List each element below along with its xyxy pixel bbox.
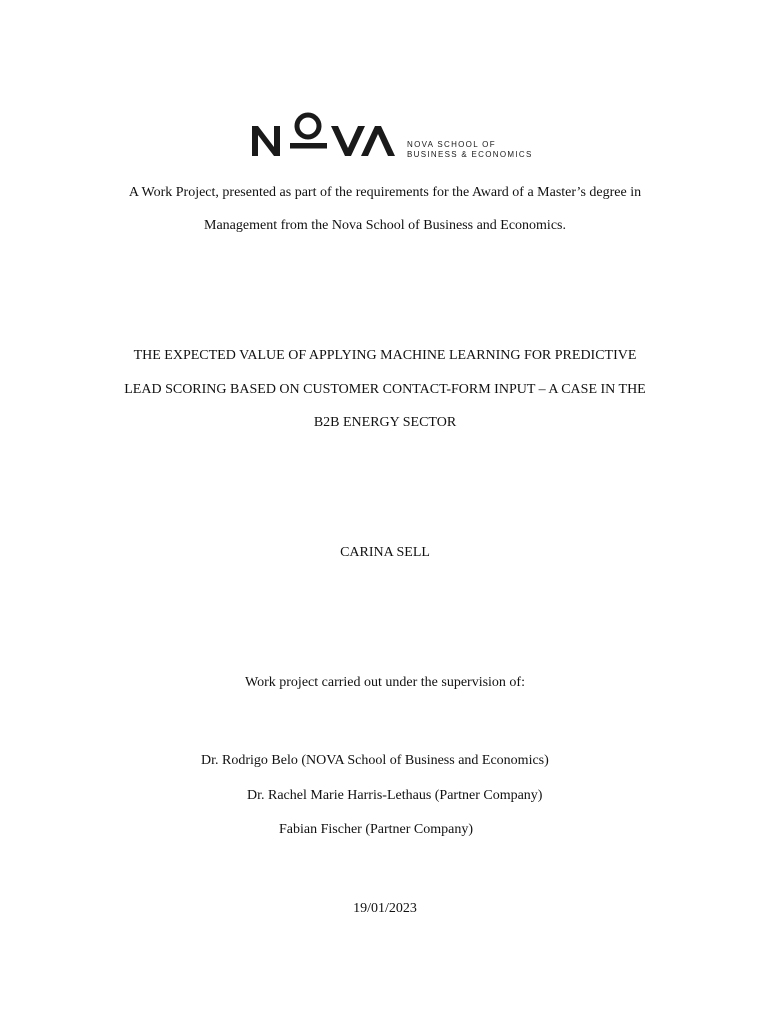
intro-line-1: A Work Project, presented as part of the requirements for the Award of a Master’s degree in	[128, 185, 642, 200]
nova-logo-mark-icon	[251, 112, 401, 160]
intro-line-2: Management from the Nova School of Business and Economics.	[204, 218, 566, 233]
logo-text-line1: NOVA SCHOOL OF	[407, 140, 496, 149]
supervisor-3: Fabian Fischer (Partner Company)	[279, 822, 474, 837]
title-line-2: LEAD SCORING BASED ON CUSTOMER CONTACT-FORM INPUT – A CASE IN THE	[124, 382, 646, 397]
submission-date: 19/01/2023	[353, 901, 417, 916]
title-line-3: B2B ENERGY SECTOR	[313, 415, 457, 430]
logo-text-line2: BUSINESS & ECONOMICS	[407, 150, 533, 159]
supervision-label: Work project carried out under the supervision of:	[245, 675, 525, 690]
title-line-1: THE EXPECTED VALUE OF APPLYING MACHINE LEARNING FOR PREDICTIVE	[133, 348, 637, 363]
author-name: CARINA SELL	[340, 545, 430, 560]
nova-logo	[251, 112, 533, 160]
supervisor-2: Dr. Rachel Marie Harris-Lethaus (Partner Company)	[247, 788, 543, 803]
supervisor-1: Dr. Rodrigo Belo (NOVA School of Business and Economics)	[201, 753, 549, 768]
